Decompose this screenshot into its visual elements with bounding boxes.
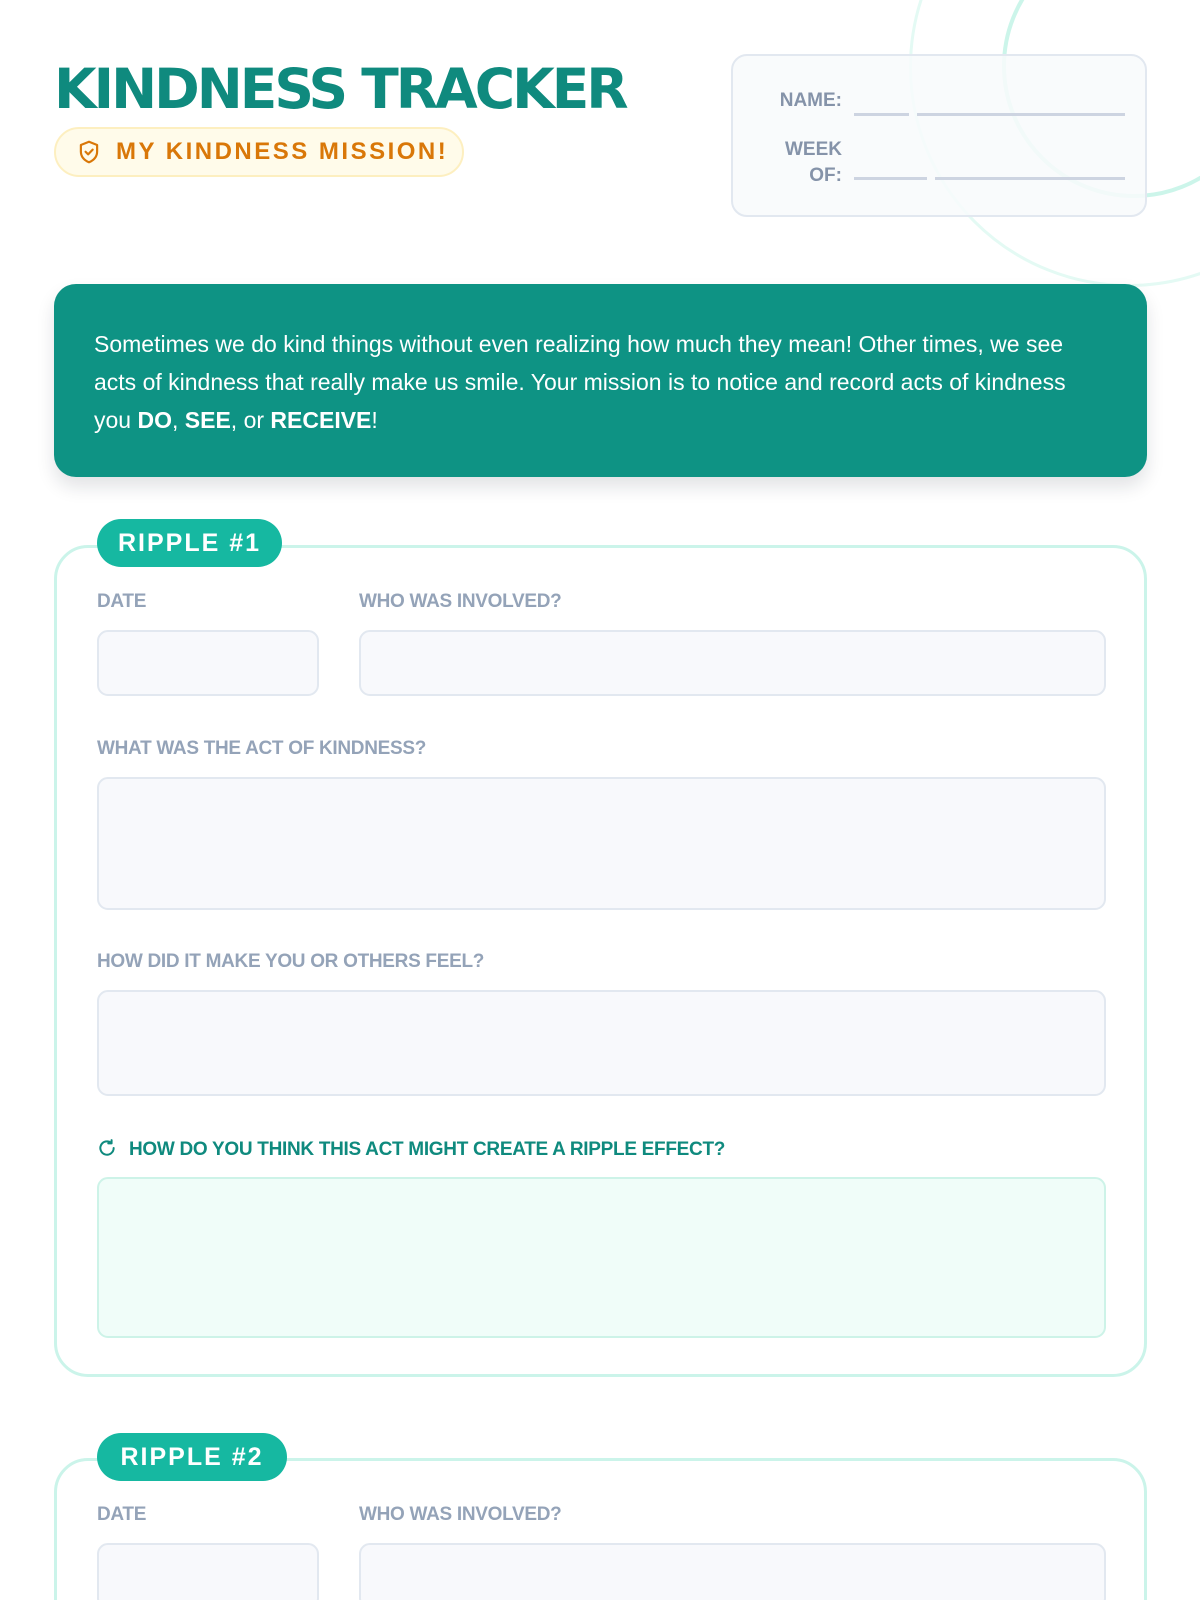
who-label: WHO WAS INVOLVED? (359, 591, 562, 612)
intro-see: SEE (184, 407, 231, 433)
date-input[interactable] (97, 630, 319, 696)
intro-receive: RECEIVE (270, 407, 372, 433)
week-label-line2: OF: (809, 165, 842, 186)
week-line-a (854, 177, 927, 180)
date-label: DATE (97, 1504, 147, 1525)
who-input[interactable] (359, 630, 1106, 696)
intro-do: DO (137, 407, 172, 433)
name-line-a (854, 113, 909, 116)
who-label: WHO WAS INVOLVED? (359, 1504, 562, 1525)
student-info-box (731, 54, 1147, 217)
date-input[interactable] (97, 1543, 319, 1600)
mission-badge (54, 127, 464, 177)
intro-text: Sometimes we do kind things without even realizing how much they mean! Other times, we see acts of kindness that really make us smile. Your mission is to notice and record acts of kindness you DO, SEE, or RECEIVE! (94, 331, 1066, 433)
ripple-1-pill: RIPPLE #1 (97, 519, 282, 567)
week-label-line1: WEEK (785, 139, 842, 160)
shield-check-icon (76, 139, 102, 165)
page-title: KINDNESS TRACKER (54, 57, 626, 121)
date-label: DATE (97, 591, 147, 612)
week-field[interactable] (935, 177, 1125, 180)
act-textarea[interactable] (97, 777, 1106, 910)
refresh-icon (97, 1138, 117, 1158)
feel-label: HOW DID IT MAKE YOU OR OTHERS FEEL? (97, 951, 485, 972)
intro-banner (54, 284, 1147, 477)
who-input[interactable] (359, 1543, 1106, 1600)
ripple-2-pill: RIPPLE #2 (97, 1433, 287, 1481)
act-label: WHAT WAS THE ACT OF KINDNESS? (97, 738, 427, 759)
feel-textarea[interactable] (97, 990, 1106, 1096)
mission-badge-label: MY KINDNESS MISSION! (116, 138, 449, 165)
ripple-effect-textarea[interactable] (97, 1177, 1106, 1338)
ripple-effect-label: HOW DO YOU THINK THIS ACT MIGHT CREATE A RIPPLE EFFECT? (97, 1138, 725, 1161)
name-label: NAME: (779, 90, 842, 111)
ripple-card-1 (54, 545, 1147, 1377)
name-field[interactable] (917, 113, 1125, 116)
